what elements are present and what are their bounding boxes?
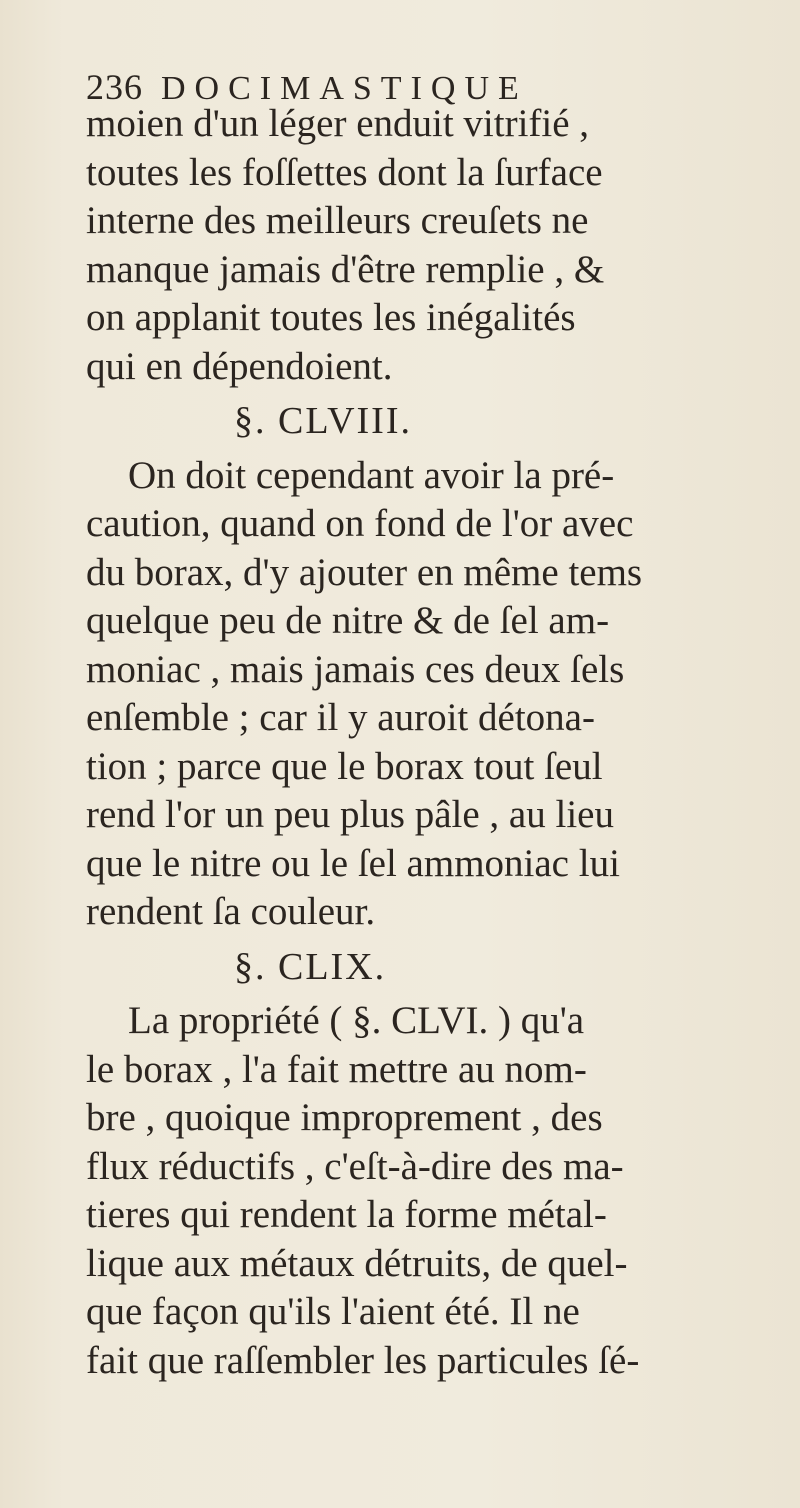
text-line: toutes les foſſettes dont la ſurface bbox=[86, 150, 603, 194]
text-line: bre , quoique improprement , des bbox=[86, 1096, 603, 1139]
text-line: tion ; parce que le borax tout ſeul bbox=[86, 744, 603, 788]
paragraph-1 bbox=[86, 100, 800, 391]
text-line: lique aux métaux détruits, de quel- bbox=[86, 1241, 628, 1285]
text-line: fait que raſſembler les particules ſé- bbox=[86, 1338, 640, 1382]
text-line: La propriété ( §. CLVI. ) qu'a bbox=[128, 999, 585, 1042]
text-line: quelque peu de nitre & de ſel am- bbox=[86, 599, 610, 642]
text-line: que façon qu'ils l'aient été. Il ne bbox=[86, 1290, 580, 1333]
text-line: moniac , mais jamais ces deux ſels bbox=[86, 647, 625, 691]
text-line: du borax, d'y ajouter en même tems bbox=[86, 550, 643, 594]
text-line: caution, quand on fond de l'or avec bbox=[86, 502, 634, 545]
text-block bbox=[86, 100, 800, 1385]
text-line: qui en dépendoient. bbox=[86, 344, 393, 388]
running-title: DOCIMASTIQUE bbox=[161, 70, 528, 107]
text-line: rendent ſa couleur. bbox=[86, 890, 376, 933]
section-heading-clviii: §. CLVIII. bbox=[234, 400, 412, 442]
text-line: moien d'un léger enduit vitrifié , bbox=[86, 102, 590, 145]
text-line: flux réductifs , c'eſt-à-dire des ma- bbox=[86, 1144, 624, 1188]
text-line: que le nitre ou le ſel ammoniac lui bbox=[86, 841, 620, 885]
section-heading-clix: §. CLIX. bbox=[234, 945, 387, 988]
paragraph-3 bbox=[86, 997, 800, 1385]
text-line: tieres qui rendent la forme métal- bbox=[86, 1193, 607, 1236]
text-line: manque jamais d'être remplie , & bbox=[86, 247, 605, 291]
text-line: On doit cependant avoir la pré- bbox=[128, 453, 615, 497]
paragraph-2 bbox=[86, 452, 800, 937]
text-line: le borax , l'a fait mettre au nom- bbox=[86, 1047, 587, 1091]
text-line: interne des meilleurs creuſets ne bbox=[86, 199, 589, 242]
text-line: on applanit toutes les inégalités bbox=[86, 296, 576, 339]
text-line: rend l'or un peu plus pâle , au lieu bbox=[86, 793, 614, 836]
page-number: 236 bbox=[86, 67, 143, 107]
text-line: enſemble ; car il y auroit détona- bbox=[86, 696, 595, 739]
